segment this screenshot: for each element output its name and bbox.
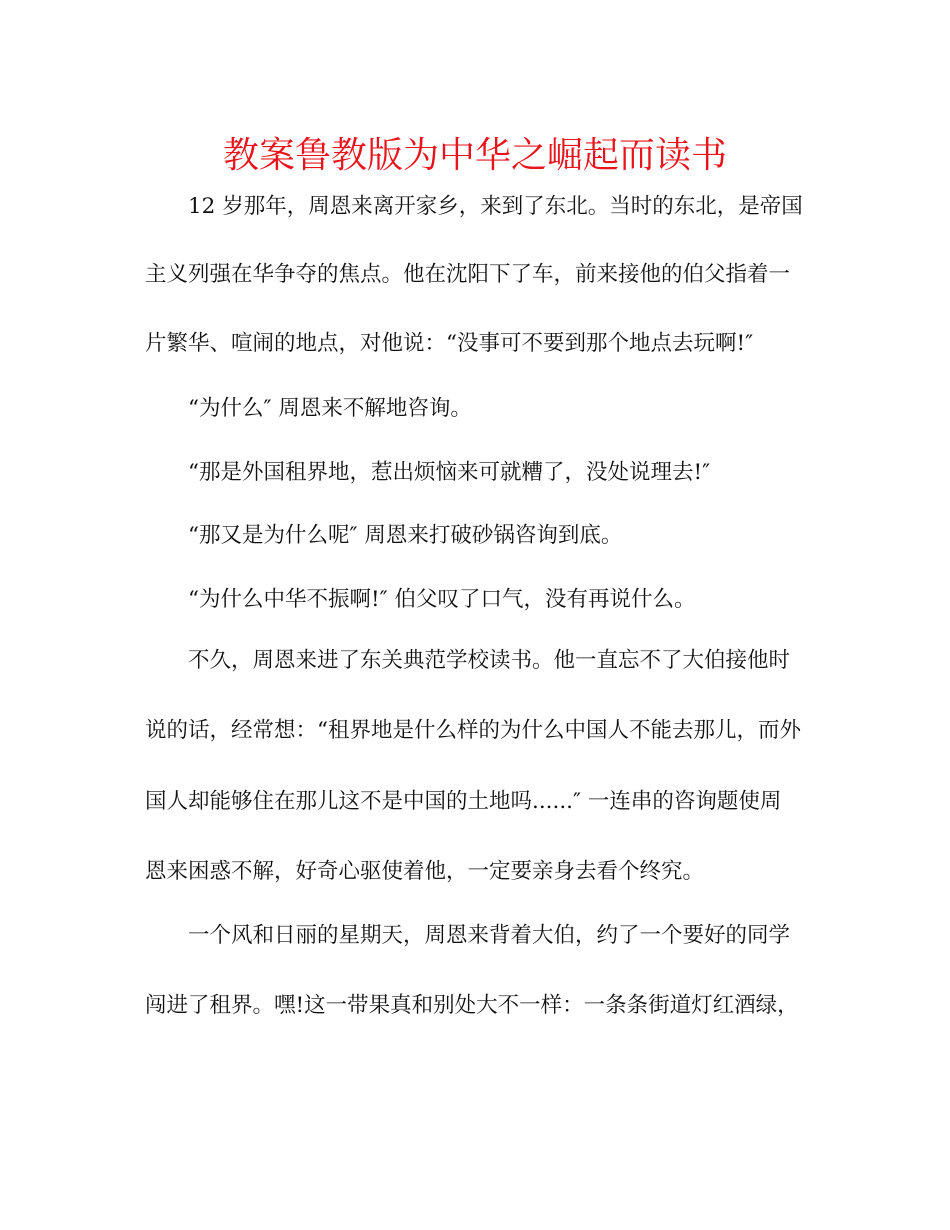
paragraph-line: “那又是为什么呢″ 周恩来打破砂锅咨询到底。: [188, 523, 623, 548]
paragraph-line: “为什么″ 周恩来不解地咨询。: [188, 396, 472, 421]
paragraph-line: 一个风和日丽的星期天，周恩来背着大伯，约了一个要好的同学: [188, 923, 791, 948]
paragraph-line: “为什么中华不振啊!″ 伯父叹了口气，没有再说什么。: [188, 587, 696, 612]
paragraph-line: 闯进了租界。嘿!这一带果真和别处大不一样：一条条街道灯红酒绿，: [145, 993, 799, 1018]
paragraph-line: “那是外国租界地，惹出烦恼来可就糟了，没处说理去!″: [188, 460, 711, 485]
paragraph-line: 不久，周恩来进了东关典范学校读书。他一直忘不了大伯接他时: [188, 648, 791, 673]
paragraph-line: 恩来困惑不解，好奇心驱使着他，一定要亲身去看个终究。: [145, 859, 705, 884]
document-title: 教案鲁教版为中华之崛起而读书: [222, 135, 727, 176]
paragraph-line: 主义列强在华争夺的焦点。他在沈阳下了车，前来接他的伯父指着一: [145, 262, 791, 287]
paragraph-line: 说的话，经常想：“租界地是什么样的为什么中国人不能去那儿，而外: [145, 718, 801, 743]
paragraph-line: 12 岁那年，周恩来离开家乡，来到了东北。当时的东北，是帝国: [188, 194, 803, 219]
paragraph-line: 片繁华、喧闹的地点，对他说：“没事可不要到那个地点去玩啊!″: [145, 331, 754, 356]
paragraph-line: 国人却能够住在那儿这不是中国的土地吗......″ 一连串的咨询题使周: [145, 789, 782, 814]
